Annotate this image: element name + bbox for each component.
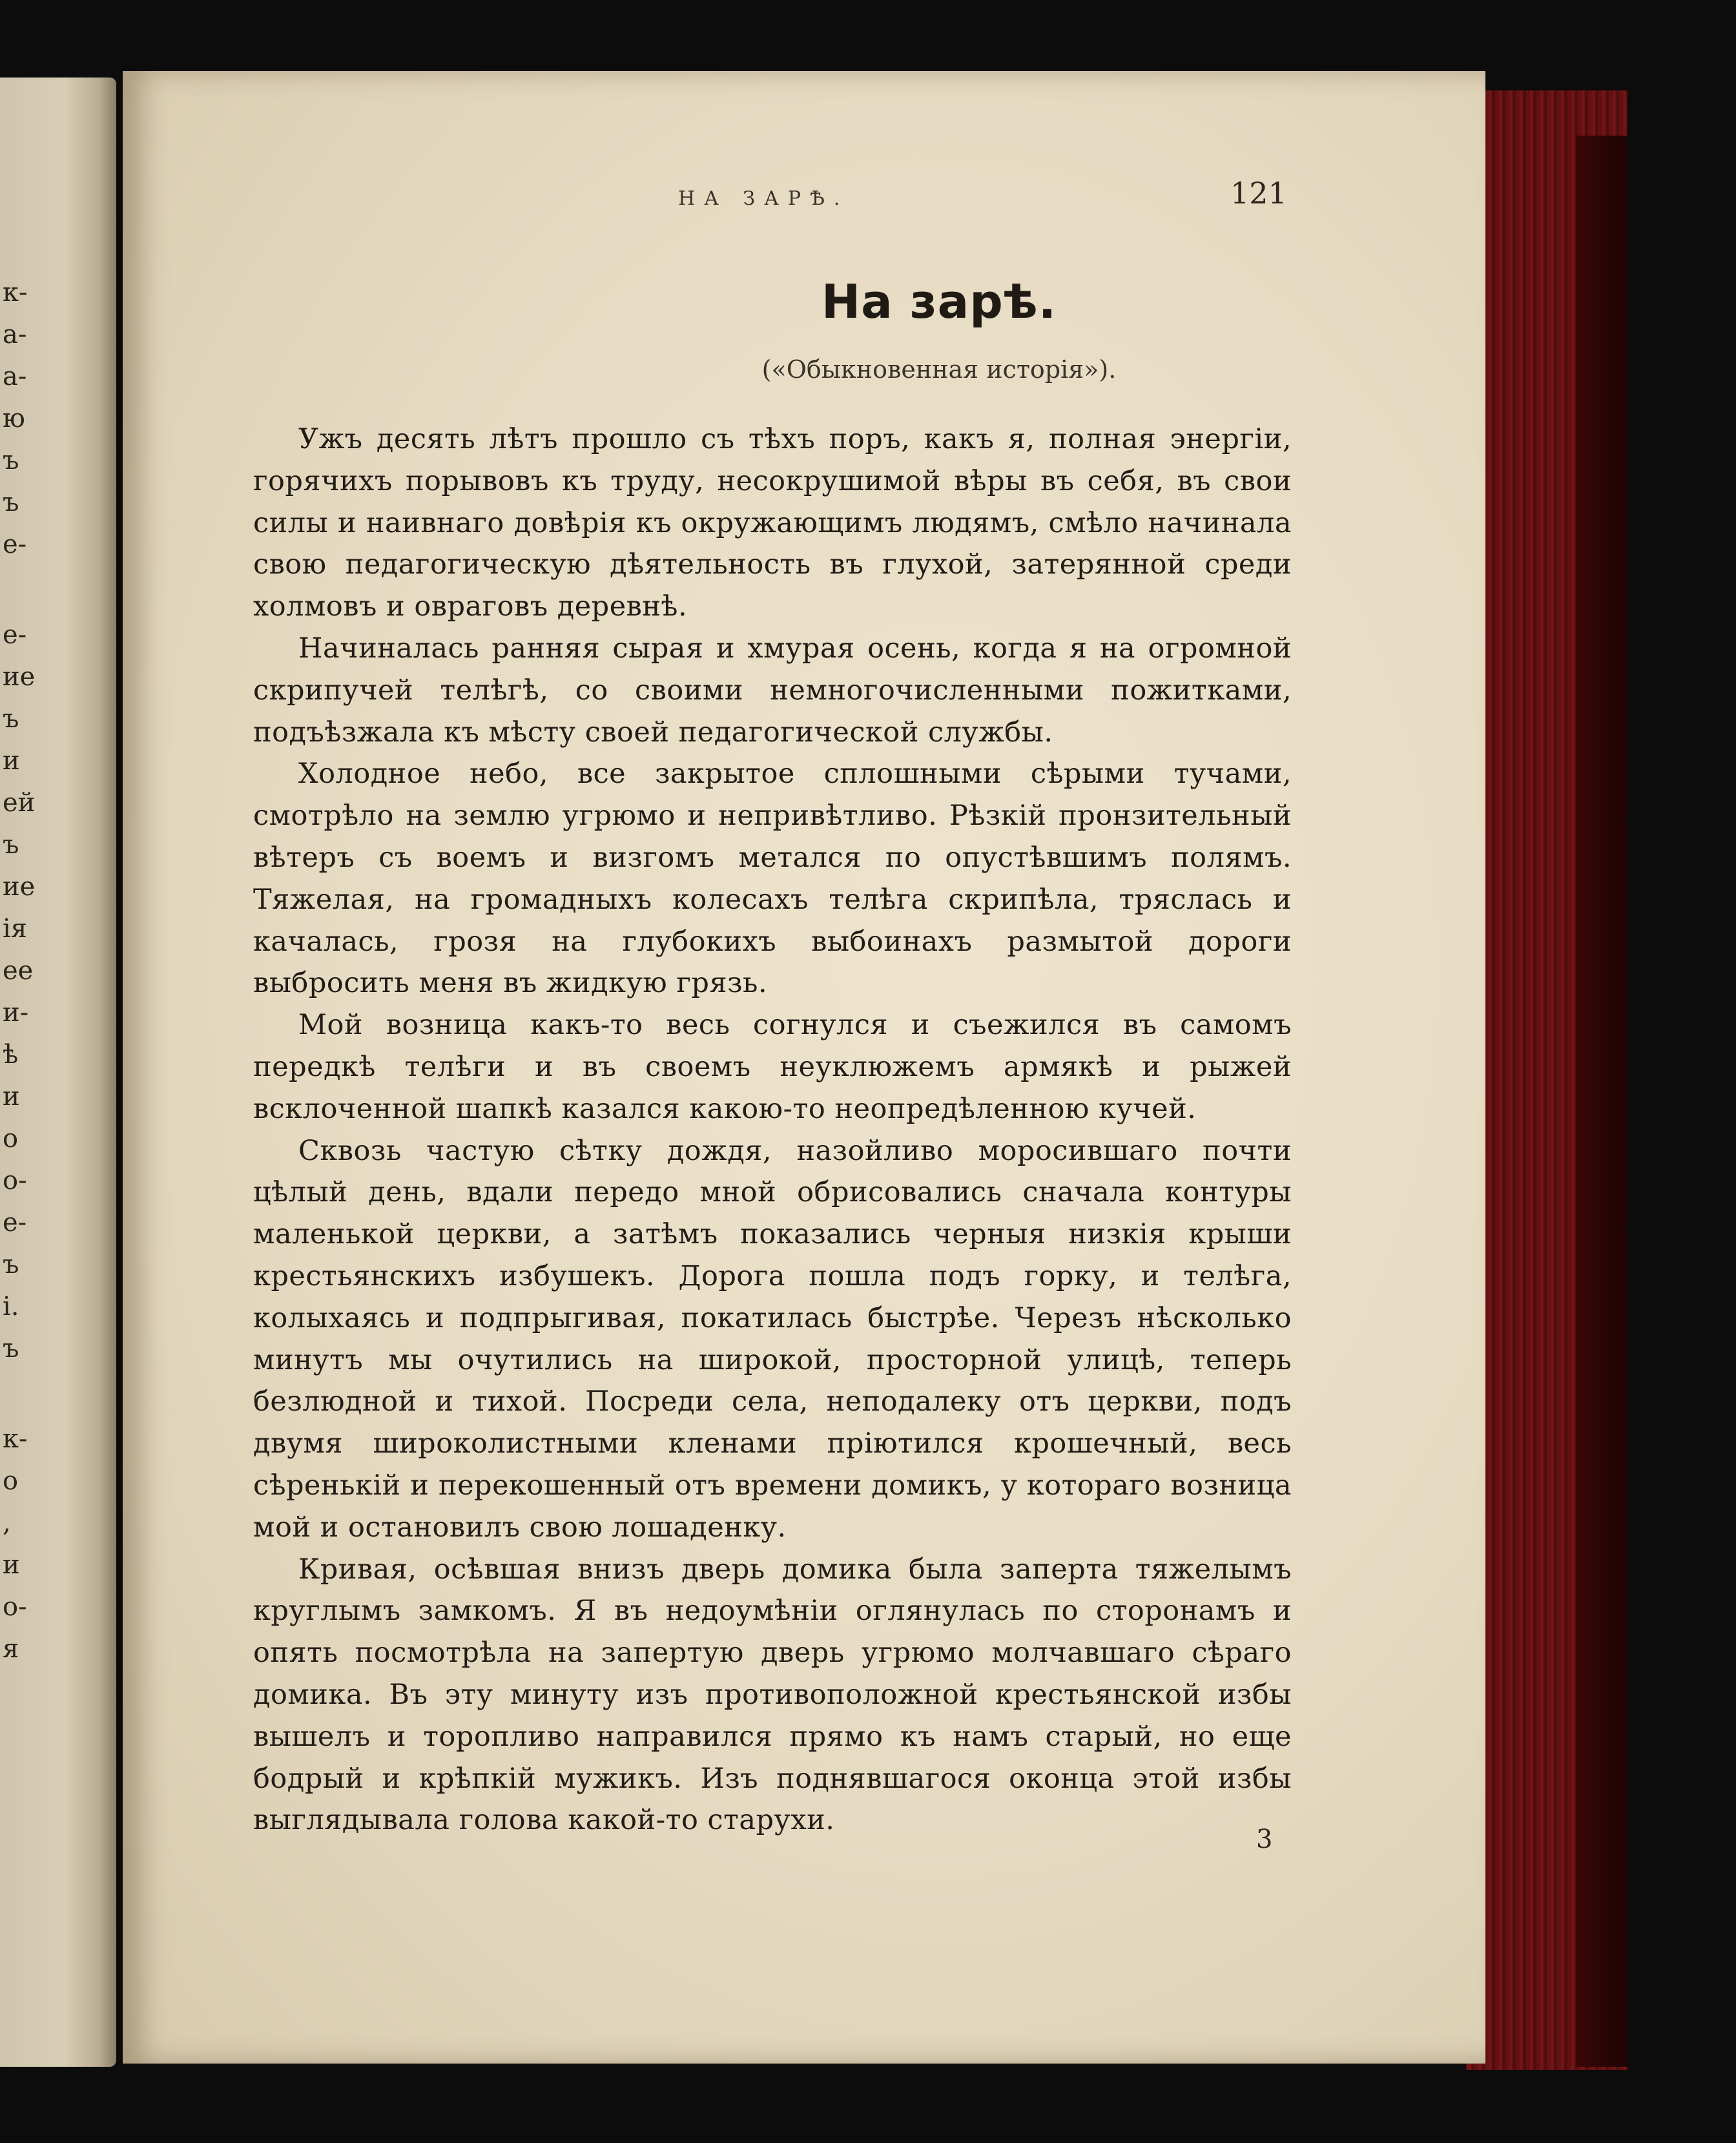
chapter-subtitle: («Обыкновенная исторія»).	[761, 355, 1117, 384]
book-cover-edge	[1576, 136, 1628, 2067]
left-fragment: к-	[3, 1424, 28, 1454]
left-fragment: о-	[3, 1166, 27, 1196]
left-fragment: е-	[3, 1208, 27, 1237]
running-head: НА ЗАРѢ.	[678, 187, 849, 210]
page-number: 121	[1230, 176, 1287, 211]
paragraph: Начиналась ранняя сырая и хмурая осень, когда я на огромной скрипучей телѣгѣ, со своими немногочисленными пожитками, подъѣзжала къ мѣсту своей педагогической службы.	[253, 632, 1292, 749]
left-fragment: а-	[3, 320, 27, 349]
left-fragment: ъ	[3, 1334, 19, 1363]
left-fragment: и-	[3, 998, 29, 1028]
left-fragment: е-	[3, 620, 27, 650]
left-fragment: а-	[3, 362, 27, 391]
left-fragment: ъ	[3, 704, 19, 734]
left-fragment: о	[3, 1466, 19, 1496]
paragraph: Мой возница какъ-то весь согнулся и съежился въ самомъ передкѣ телѣги и въ своемъ неуклюжемъ армякѣ и рыжей всклоченной шапкѣ казался какою-то неопредѣленною кучей.	[253, 1009, 1292, 1125]
left-fragment: ъ	[3, 446, 19, 475]
body-text	[253, 419, 1292, 1841]
paragraph: Сквозь частую сѣтку дождя, назойливо моросившаго почти цѣлый день, вдали передо мной обрисовались сначала контуры маленькой церкви, а затѣмъ показались черныя низкія крыши крестьянскихъ избушекъ. Дорога пошла подъ горку, и телѣга, колыхаясь и подпрыгивая, покатилась быстрѣе. Черезъ нѣсколько минутъ мы очутились на широкой, просторной улицѣ, теперь безлюдной и тихой. Посреди села, неподалеку отъ церкви, подъ двумя широколистными кленами пріютился крошечный, весь сѣренькій и перекошенный отъ времени домикъ, у котораго возница мой и остановилъ свою лошаденку.	[253, 1134, 1292, 1544]
left-fragment: ей	[3, 788, 36, 818]
left-fragment: ,	[3, 1508, 11, 1538]
left-fragment: и	[3, 1550, 20, 1580]
left-fragment: і.	[3, 1292, 19, 1321]
left-fragment: о-	[3, 1592, 27, 1622]
left-fragment: ие	[3, 872, 36, 902]
left-fragment: и	[3, 746, 20, 776]
left-fragment: ее	[3, 956, 34, 986]
left-fragment: ю	[3, 404, 25, 433]
left-fragment: е-	[3, 530, 27, 559]
left-fragment: и	[3, 1082, 20, 1112]
left-fragment: к-	[3, 278, 28, 307]
left-fragment: ие	[3, 662, 36, 692]
paragraph: Холодное небо, все закрытое сплошными сѣрыми тучами, смотрѣло на землю угрюмо и непривѣтливо. Рѣзкій пронзительный вѣтеръ съ воемъ и визгомъ метался по опустѣвшимъ полямъ. Тяжелая, на громадныхъ колесахъ телѣга скрипѣла, тряслась и качалась, грозя на глубокихъ выбоинахъ размытой дороги выбросить меня въ жидкую грязь.	[253, 758, 1292, 1000]
left-fragment: о	[3, 1124, 19, 1154]
chapter-title: На зарѣ.	[821, 274, 1057, 329]
left-fragment: я	[3, 1634, 19, 1664]
left-fragment: ія	[3, 914, 28, 944]
left-fragment: ъ	[3, 1250, 19, 1279]
left-fragment: ъ	[3, 830, 19, 860]
signature-mark: 3	[1256, 1825, 1273, 1854]
left-fragment: ъ	[3, 488, 19, 517]
paragraph: Кривая, осѣвшая внизъ дверь домика была заперта тяжелымъ круглымъ замкомъ. Я въ недоумѣніи оглянулась по сторонамъ и опять посмотрѣла на запертую дверь угрюмо молчавшаго сѣраго домика. Въ эту минуту изъ противоположной крестьянской избы вышелъ и торопливо направился прямо къ намъ старый, но еще бодрый и крѣпкій мужикъ. Изъ поднявшагося оконца этой избы выглядывала голова какой-то старухи.	[253, 1553, 1292, 1837]
paragraph: Ужъ десять лѣтъ прошло съ тѣхъ поръ, какъ я, полная энергіи, горячихъ порывовъ къ труду, несокрушимой вѣры въ себя, въ свои силы и наивнаго довѣрія къ окружающимъ людямъ, смѣло начинала свою педагогическую дѣятельность въ глухой, затерянной среди холмовъ и овраговъ деревнѣ.	[253, 423, 1292, 623]
left-fragment: ѣ	[3, 1040, 19, 1070]
